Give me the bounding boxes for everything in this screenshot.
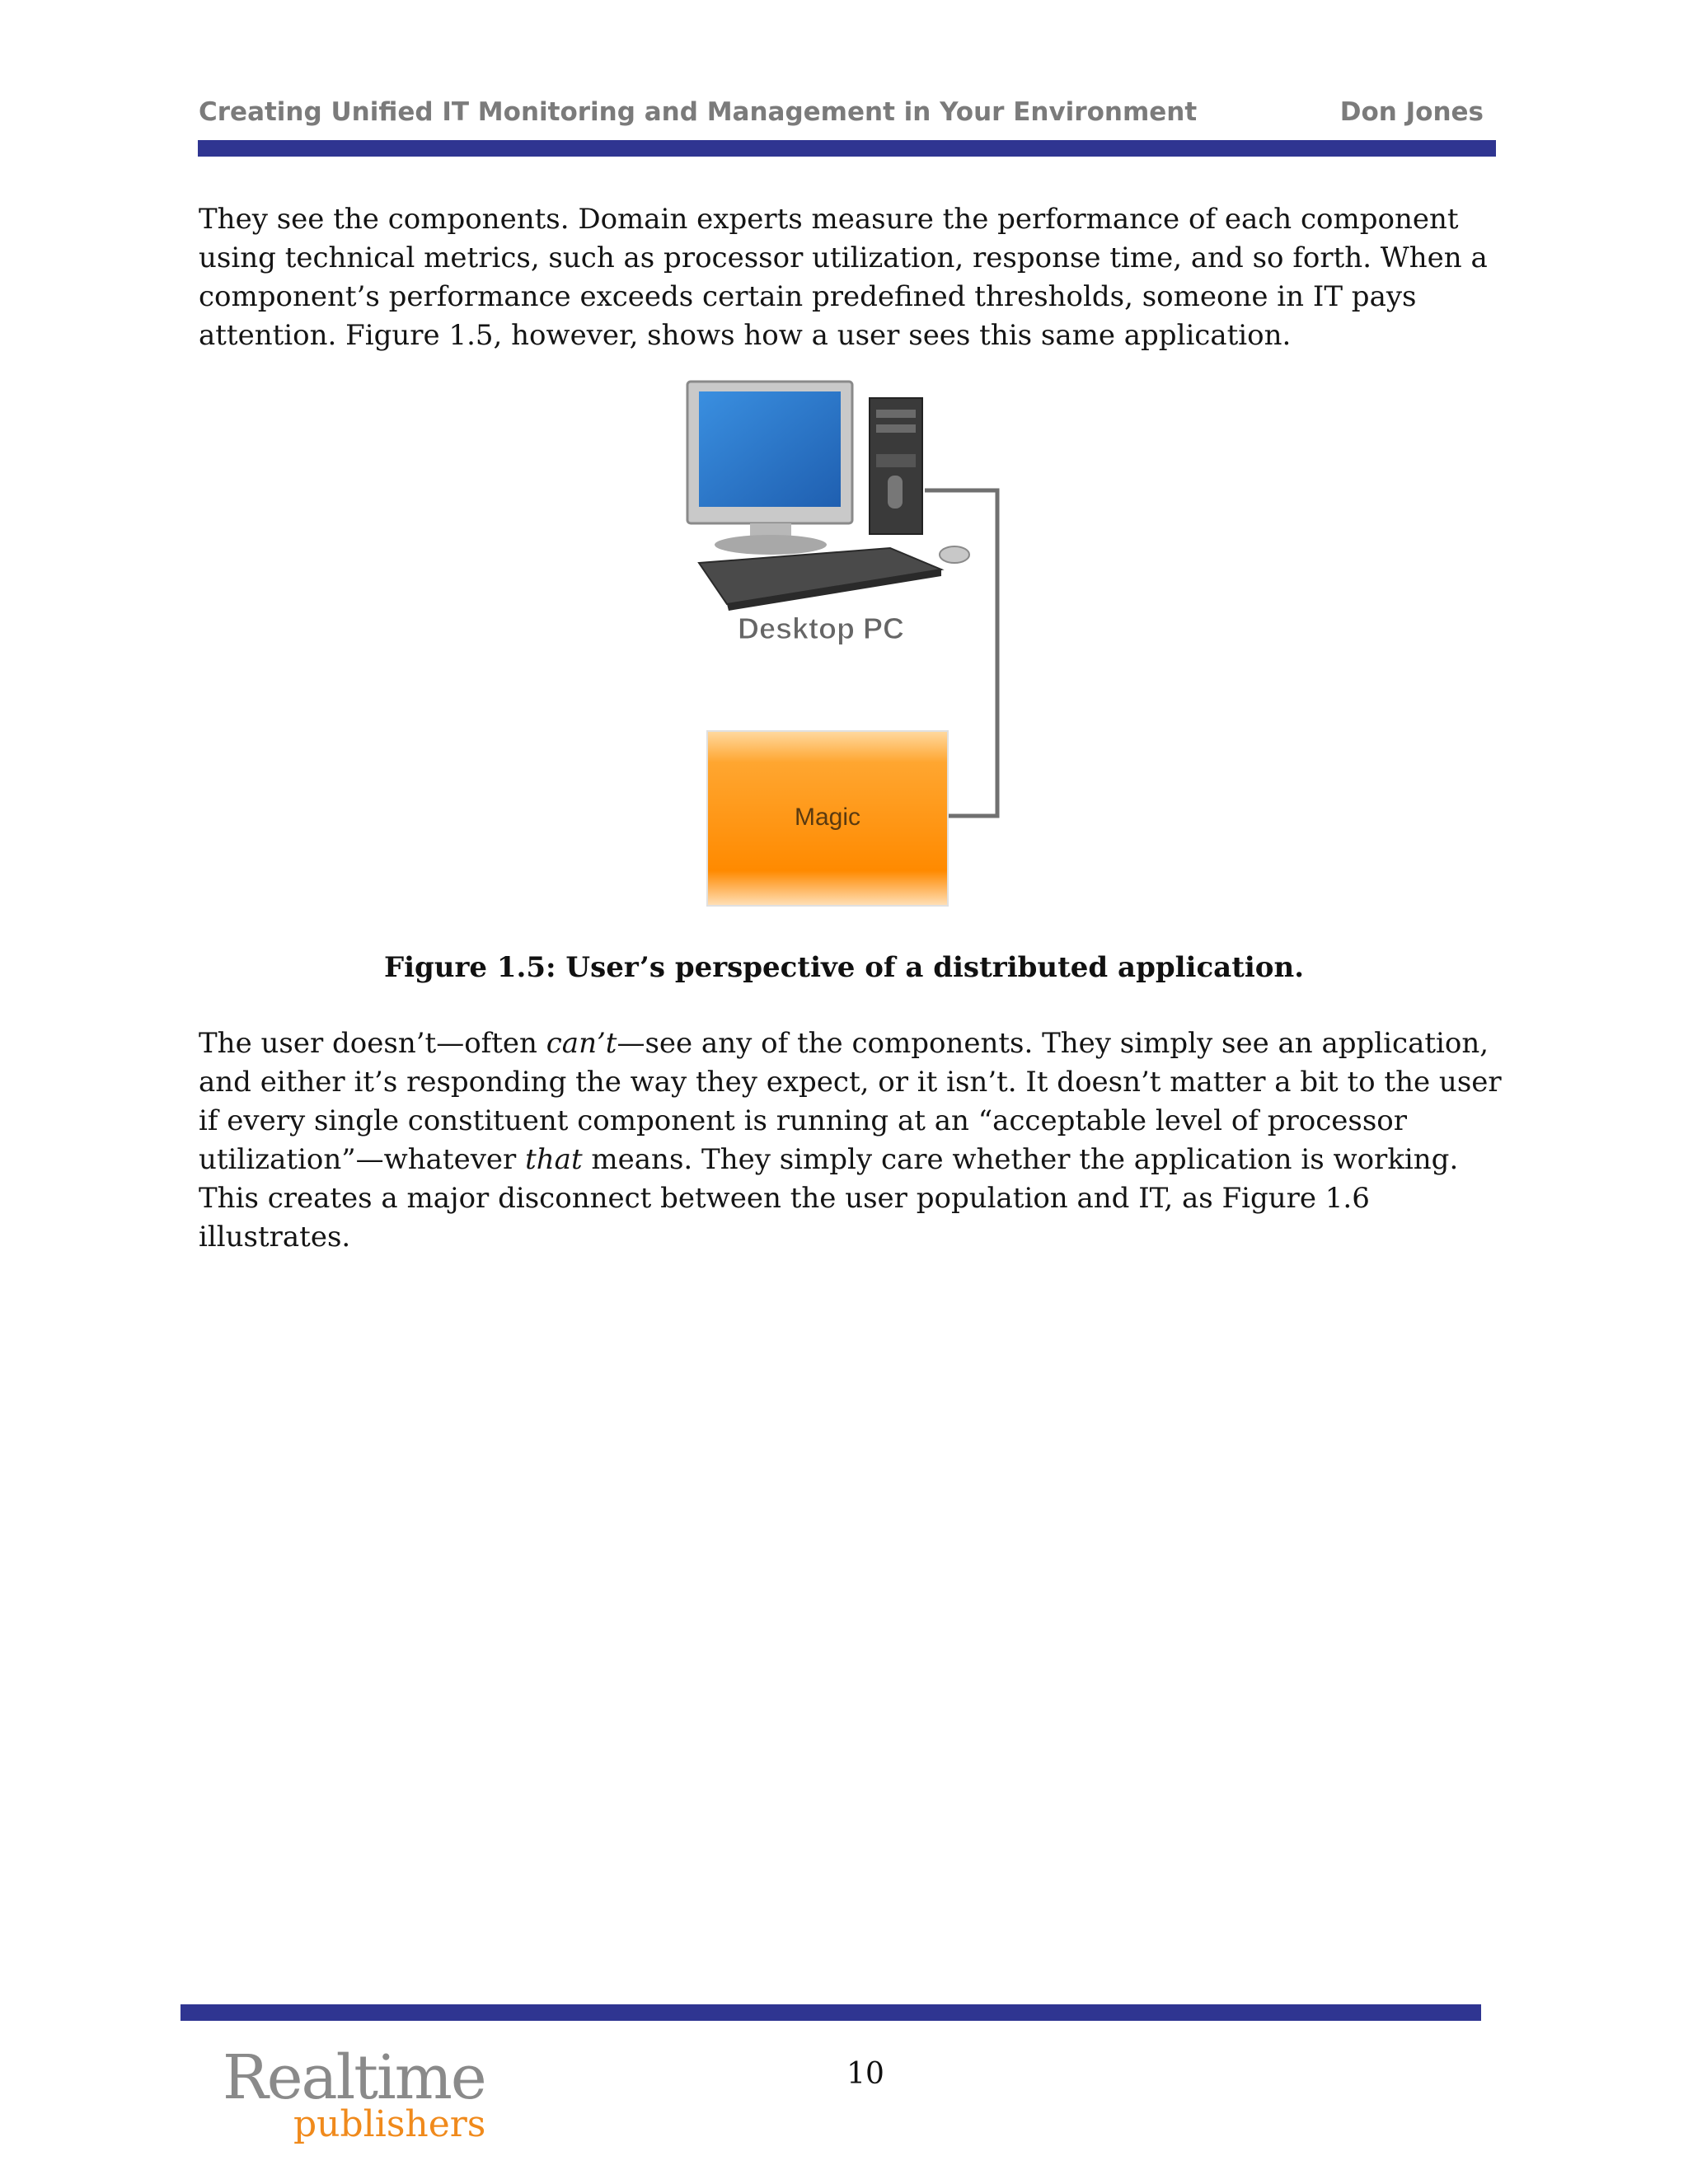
text-line: illustrates. xyxy=(199,1221,351,1254)
desktop-pc-diagram xyxy=(676,375,1022,911)
keyboard-icon xyxy=(699,548,941,611)
page-number: 10 xyxy=(846,2057,884,2091)
paragraph-user-view xyxy=(199,1024,1502,1257)
running-header-author: Don Jones xyxy=(1339,97,1484,127)
text-line: using technical metrics, such as processor utilization, response time, and so forth. When a xyxy=(199,241,1488,274)
emphasis-text: can’t xyxy=(546,1027,617,1060)
text-line: This creates a major disconnect between the user population and IT, as Figure 1.6 xyxy=(199,1182,1370,1215)
monitor-icon xyxy=(687,382,852,555)
text-segment: The user doesn’t—often xyxy=(199,1027,546,1060)
emphasis-text: that xyxy=(525,1143,583,1176)
realtime-publishers-logo xyxy=(223,2041,486,2156)
text-line: They see the components. Domain experts measure the performance of each component xyxy=(199,203,1459,236)
logo-subtitle: publishers xyxy=(293,2103,486,2145)
logo-wordmark: Realtime xyxy=(223,2042,485,2113)
text-line: and either it’s responding the way they expect, or it isn’t. It doesn’t matter a bit to the user xyxy=(199,1066,1502,1099)
pc-tower-icon xyxy=(870,398,922,534)
text-segment: utilization”—whatever xyxy=(199,1143,526,1176)
text-line: attention. Figure 1.5, however, shows how a user sees this same application. xyxy=(199,319,1292,352)
figure-caption: Figure 1.5: User’s perspective of a distributed application. xyxy=(383,951,1305,984)
running-header-title: Creating Unified IT Monitoring and Management in Your Environment xyxy=(199,97,1198,127)
text-line: component’s performance exceeds certain predefined thresholds, someone in IT pays xyxy=(199,280,1417,313)
header-rule xyxy=(198,140,1496,157)
footer-rule xyxy=(181,2004,1481,2021)
text-line: if every single constituent component is running at an “acceptable level of processor xyxy=(199,1104,1407,1137)
paragraph-intro xyxy=(199,200,1488,355)
text-segment: —see any of the components. They simply see an application, xyxy=(617,1027,1489,1060)
magic-box-label: Magic xyxy=(794,804,861,831)
text-line xyxy=(199,1024,1489,1063)
text-line xyxy=(199,1141,1484,1179)
text-segment: means. They simply care whether the application is working. xyxy=(582,1143,1459,1176)
desktop-pc-label: Desktop PC xyxy=(737,612,905,645)
mouse-icon xyxy=(940,546,969,563)
figure-user-perspective xyxy=(676,375,1022,911)
